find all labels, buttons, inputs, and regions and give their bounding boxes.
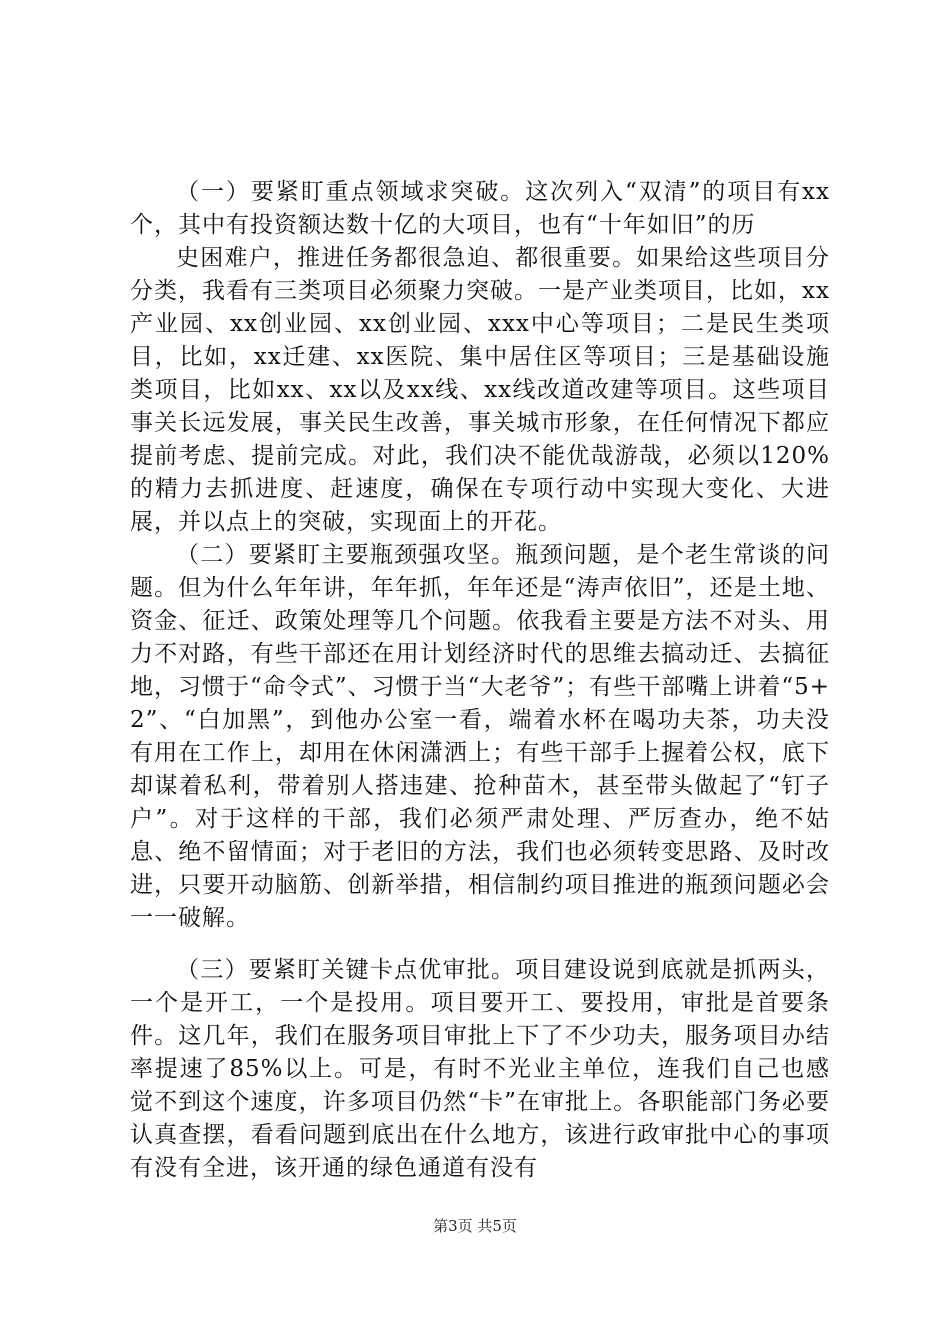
paragraph-3: （二）要紧盯主要瓶颈强攻坚。瓶颈问题，是个老生常谈的问题。但为什么年年讲，年年抓，年年还是“涛声依旧”，还是土地、资金、征迁、政策处理等几个问题。依我看主要是方法不对头、用力不对路，有些干部还在用计划经济时代的思维去搞动迁、去搞征地，习惯于“命令式”、习惯于当“大老爷”；有些干部嘴上讲着“5+2”、“白加黑”，到他办公室一看，端着水杯在喝功夫茶，功夫没有用在工作上，却用在休闲潇洒上；有些干部手上握着公权，底下却谋着私利，带着别人搭违建、抢种苗木，甚至带头做起了“钉子户”。对于这样的干部，我们必须严肃处理、严厉查办，绝不姑息、绝不留情面；对于老旧的方法，我们也必须转变思路、及时改进，只要开动脑筋、创新举措，相信制约项目推进的瓶颈问题必会一一破解。 — [130, 542, 830, 931]
page-number: 第3页 共5页 — [433, 1217, 517, 1235]
paragraph-4: （三）要紧盯关键卡点优审批。项目建设说到底就是抓两头，一个是开工，一个是投用。项目要开工、要投用，审批是首要条件。这几年，我们在服务项目审批上下了不少功夫，服务项目办结率提速了85%以上。可是，有时不光业主单位，连我们自己也感觉不到这个速度，许多项目仍然“卡”在审批上。各职能部门务必要认真查摆，看看问题到底出在什么地方，该进行政审批中心的事项有没有全进，该开通的绿色通道有没有 — [130, 957, 830, 1181]
document-body — [130, 176, 830, 1185]
paragraph-2: 史困难户，推进任务都很急迫、都很重要。如果给这些项目分分类，我看有三类项目必须聚力突破。一是产业类项目，比如，xx产业园、xx创业园、xx创业园、xxx中心等项目；二是民生类项目，比如，xx迁建、xx医院、集中居住区等项目；三是基础设施类项目，比如xx、xx以及xx线、xx线改道改建等项目。这些项目事关长远发展，事关民生改善，事关城市形象，在任何情况下都应提前考虑、提前完成。对此，我们决不能优哉游哉，必须以120%的精力去抓进度、赶速度，确保在专项行动中实现大变化、大进展，并以点上的突破，实现面上的开花。 — [130, 245, 830, 535]
paragraph-1: （一）要紧盯重点领域求突破。这次列入“双清”的项目有xx个，其中有投资额达数十亿的大项目，也有“十年如旧”的历 — [130, 179, 830, 238]
